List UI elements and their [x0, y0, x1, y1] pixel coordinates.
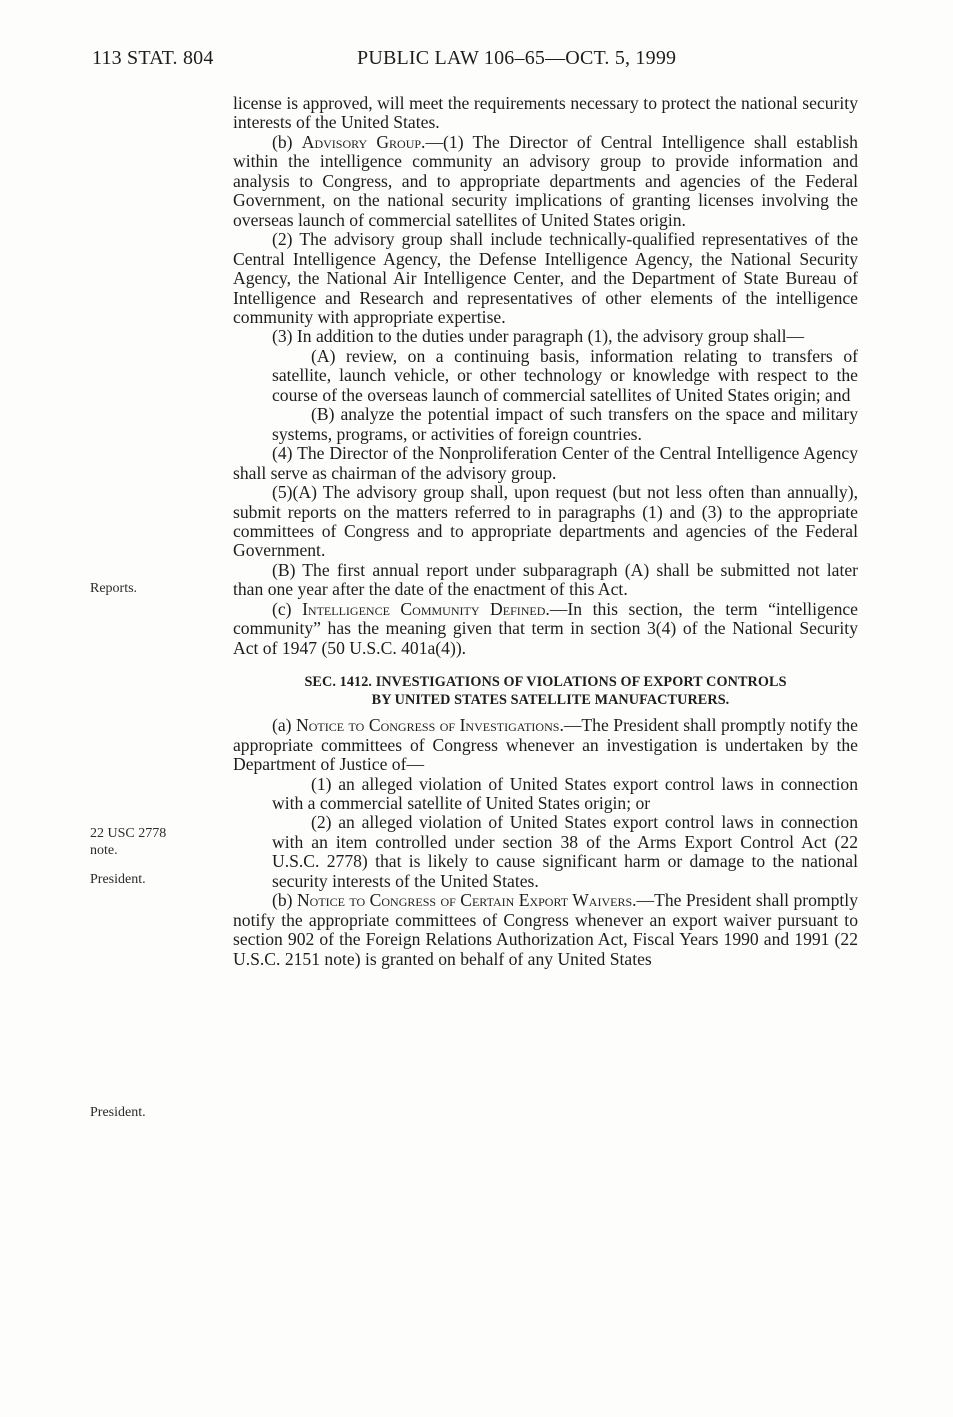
subsection-c-text: .—In this section, the term “intelligence community” has the meaning given that term in section 3(4) of the National Security Act of 1947 (50 U.S.C. 401a(4)).	[233, 598, 858, 658]
running-head-law-date: PUBLIC LAW 106–65—OCT. 5, 1999	[357, 47, 677, 69]
margin-note-usc-line2: note.	[90, 843, 118, 858]
margin-note-usc-line1: 22 USC 2778	[90, 826, 167, 841]
paragraph-intro: license is approved, will meet the requirements necessary to protect the national security interests of the United States.	[233, 93, 858, 133]
section-heading-line2: BY UNITED STATES SATELLITE MANUFACTURERS.	[371, 692, 730, 709]
stat-page-reference: 113 STAT. 804	[92, 47, 214, 69]
subsection-b2-text: .—The President shall promptly notify the appropriate committees of Congress whenever an export waiver pursuant to section 902 of the Foreign Relations Authorization Act, Fiscal Years 1990 and 1991 (22 U.S.C. 2151 note) is granted on behalf of any United States	[233, 890, 858, 969]
subsection-b2-label: (b)	[272, 890, 297, 911]
subsection-a-notice-investigations	[233, 716, 858, 774]
subsection-a-text: .—The President shall promptly notify the appropriate committees of Congress whenever an investigation is undertaken by the Department of Justice of—	[233, 715, 858, 775]
subsection-b-heading: Advisory Group	[301, 131, 422, 152]
subsection-c-heading: Intelligence Community Defined	[302, 598, 546, 619]
paragraph-3: (3) In addition to the duties under paragraph (1), the advisory group shall—	[272, 326, 805, 347]
paragraph-3-a: (A) review, on a continuing basis, information relating to transfers of satellite, launch vehicle, or other technology or knowledge with respect to the course of the overseas launch of commercial satellites of United States origin; and	[272, 345, 858, 405]
paragraph-4: (4) The Director of the Nonproliferation Center of the Central Intelligence Agency shall serve as chairman of the advisory group.	[233, 443, 858, 483]
margin-note-reports: Reports.	[90, 581, 138, 596]
section-heading-line1: SEC. 1412. INVESTIGATIONS OF VIOLATIONS OF EXPORT CONTROLS	[304, 674, 787, 691]
subsection-a-heading: Notice to Congress of Investigations	[296, 715, 560, 736]
margin-note-president-1: President.	[90, 872, 146, 887]
subsection-b2-heading: Notice to Congress of Certain Export Waivers	[296, 890, 633, 911]
subsection-b-advisory-group	[233, 133, 858, 230]
paragraph-5-a: (5)(A) The advisory group shall, upon request (but not less often than annually), submit reports on the matters referred to in paragraphs (1) and (3) to the appropriate committees of Congress and to appropriate departments and agencies of the Federal Government.	[233, 482, 858, 561]
statute-text-column	[233, 94, 858, 969]
section-1412-heading	[233, 673, 858, 709]
subsection-c-definition	[233, 600, 858, 658]
paragraph-2: (2) The advisory group shall include technically-qualified representatives of the Central Intelligence Agency, the Defense Intelligence Agency, the National Security Agency, the National Air Intelligence Center, and the Department of State Bureau of Intelligence and Research and representatives of other elements of the intelligence community with appropriate expertise.	[233, 229, 858, 327]
subsection-b-text: .—(1) The Director of Central Intelligence shall establish within the intelligence community an advisory group to provide information and analysis to Congress, and to appropriate departments and agencies of the Federal Government, on the national security implications of granting licenses involving the overseas launch of commercial satellites of United States origin.	[233, 131, 858, 230]
paragraph-a-1: (1) an alleged violation of United States export control laws in connection with a commercial satellite of United States origin; or	[272, 773, 858, 813]
subsection-a-label: (a)	[272, 715, 297, 736]
margin-note-president-2: President.	[90, 1105, 146, 1120]
margin-note-usc-citation	[90, 825, 166, 859]
subsection-b-notice-waivers	[233, 891, 858, 969]
subsection-c-label: (c)	[272, 598, 303, 619]
paragraph-3-b: (B) analyze the potential impact of such transfers on the space and military systems, programs, or activities of foreign countries.	[272, 404, 858, 444]
subsection-b-label: (b)	[272, 131, 302, 152]
paragraph-a-2: (2) an alleged violation of United States export control laws in connection with an item controlled under section 38 of the Arms Export Control Act (22 U.S.C. 2778) that is likely to cause significant harm or damage to the national security interests of the United States.	[272, 812, 858, 891]
paragraph-5-b: (B) The first annual report under subparagraph (A) shall be submitted not later than one year after the date of the enactment of this Act.	[233, 559, 858, 600]
